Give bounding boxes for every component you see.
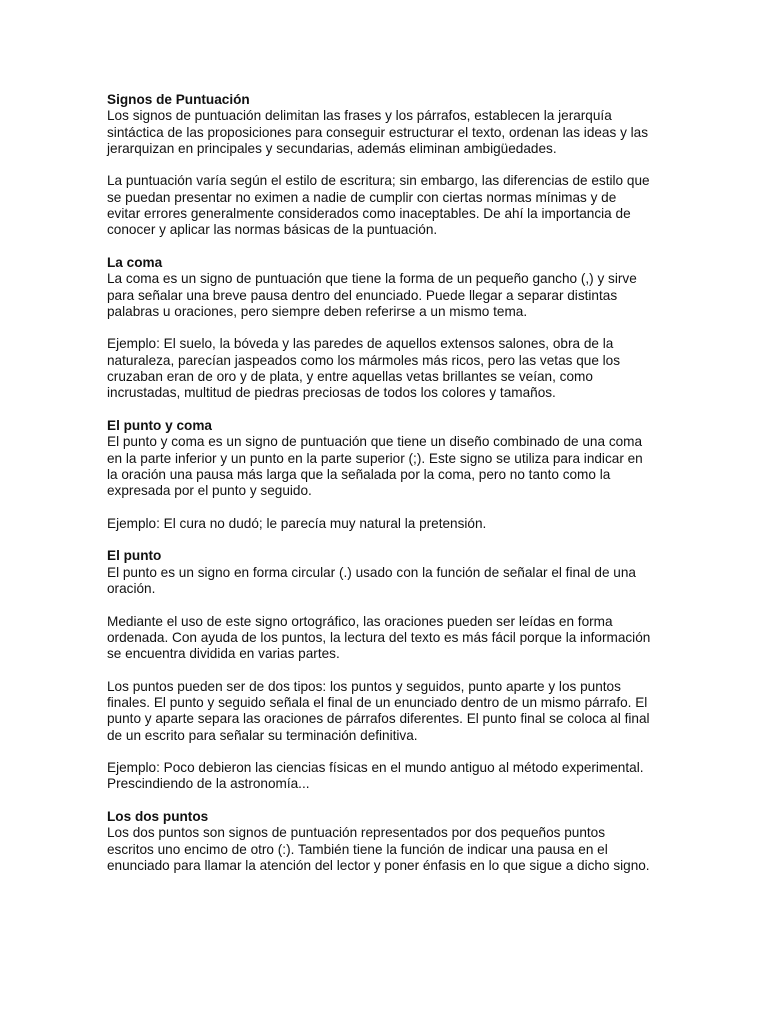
section [107,809,707,874]
text-line: La puntuación varía según el estilo de escritura; sin embargo, las diferencias de estilo que [107,173,650,189]
text-line: Los dos puntos son signos de puntuación representados por dos pequeños puntos [107,825,606,841]
paragraph [107,825,707,874]
text-line: evitar errores generalmente considerados como inaceptables. De ahí la importancia de [107,206,631,222]
text-line: Prescindiendo de la astronomía... [107,776,310,792]
text-line: La coma es un signo de puntuación que tiene la forma de un pequeño gancho (,) y sirve [107,271,637,287]
section-heading: El punto [107,548,162,564]
paragraph [107,565,707,598]
text-line: sintáctica de las proposiciones para conseguir estructurar el texto, ordenan las ideas y las [107,124,649,140]
section-heading: Los dos puntos [107,809,209,825]
text-line: se encuentra dividida en varias partes. [107,646,340,662]
section [107,418,707,532]
paragraph [107,336,707,401]
paragraph [107,434,707,499]
text-line: se puedan presentar no eximen a nadie de cumplir con ciertas normas mínimas y de [107,189,617,205]
section-heading: El punto y coma [107,417,212,433]
paragraph [107,614,707,663]
paragraph [107,271,707,320]
text-line: incrustadas, multitud de piedras preciosas de todos los colores y tamaños. [107,385,556,401]
text-line: Los puntos pueden ser de dos tipos: los puntos y seguidos, punto aparte y los puntos [107,678,621,694]
section-heading: Signos de Puntuación [107,92,250,107]
text-line: Ejemplo: Poco debieron las ciencias físicas en el mundo antiguo al método experimental. [107,760,644,776]
section-heading: La coma [107,254,163,270]
text-line: enunciado para llamar la atención del lector y poner énfasis en lo que sigue a dicho signo. [107,857,650,873]
text-line: El punto es un signo en forma circular (.) usado con la función de señalar el final de una [107,564,636,580]
text-line: expresada por el punto y seguido. [107,483,312,499]
text-line: naturaleza, parecían jaspeados como los mármoles más ricos, pero las vetas que los [107,352,621,368]
document-body [107,92,707,891]
section [107,255,707,402]
text-line: palabras u oraciones, pero siempre deben referirse a un mismo tema. [107,303,528,319]
text-line: la oración una pausa más larga que la señalada por la coma, pero no tanto como la [107,466,611,482]
text-line: oración. [107,580,156,596]
text-line: ordenada. Con ayuda de los puntos, la lectura del texto es más fácil porque la información [107,629,651,645]
paragraph [107,108,707,157]
text-line: punto y aparte separa las oraciones de párrafos diferentes. El punto final se coloca al final [107,711,650,727]
text-line: escritos uno encimo de otro (:). También tiene la función de indicar una pausa en el [107,841,608,857]
paragraph [107,679,707,744]
text-line: cruzaban eran de oro y de plata, y entre aquellas vetas brillantes se veían, como [107,369,593,385]
text-line: conocer y aplicar las normas básicas de la puntuación. [107,222,438,238]
paragraph [107,173,707,238]
section [107,92,707,239]
text-line: de un escrito para señalar su terminación definitiva. [107,727,418,743]
section [107,548,707,792]
text-line: El punto y coma es un signo de puntuación que tiene un diseño combinado de una coma [107,434,643,450]
paragraph [107,516,707,532]
text-line: jerarquizan en principales y secundarias, además eliminan ambigüedades. [107,140,557,156]
text-line: Ejemplo: El cura no dudó; le parecía muy natural la pretensión. [107,515,487,531]
paragraph [107,760,707,793]
text-line: Ejemplo: El suelo, la bóveda y las paredes de aquellos extensos salones, obra de la [107,336,614,352]
text-line: en la parte inferior y un punto en la parte superior (;). Este signo se utiliza para indicar en [107,450,643,466]
text-line: Los signos de puntuación delimitan las frases y los párrafos, establecen la jerarquía [107,108,612,124]
text-line: finales. El punto y seguido señala el final de un enunciado dentro de un mismo párrafo. El [107,694,648,710]
text-line: para señalar una breve pausa dentro del enunciado. Puede llegar a separar distintas [107,287,618,303]
text-line: Mediante el uso de este signo ortográfico, las oraciones pueden ser leídas en forma [107,613,613,629]
